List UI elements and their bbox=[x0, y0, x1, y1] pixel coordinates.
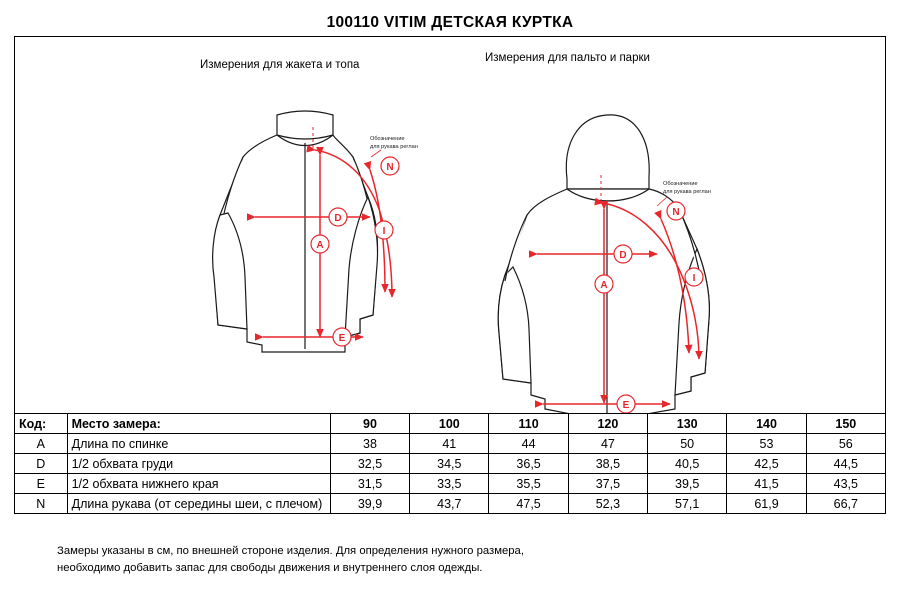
row-value: 31,5 bbox=[330, 474, 409, 494]
footnote bbox=[57, 543, 757, 577]
header-code: Код: bbox=[15, 414, 68, 434]
label-d: D bbox=[334, 213, 342, 224]
row-value: 47 bbox=[568, 434, 647, 454]
label-n: N bbox=[386, 162, 394, 173]
row-value: 35,5 bbox=[489, 474, 568, 494]
row-value: 66,7 bbox=[806, 494, 885, 514]
right-diagram-caption: Измерения для пальто и парки bbox=[485, 52, 650, 64]
left-diagram-caption: Измерения для жакета и топа bbox=[200, 59, 360, 71]
header-size-90: 90 bbox=[330, 414, 409, 434]
row-name: Длина рукава (от середины шеи, с плечом) bbox=[67, 494, 330, 514]
label-d-right: D bbox=[619, 250, 627, 261]
row-value: 53 bbox=[727, 434, 806, 454]
raglan-note-line1: Обозначение bbox=[370, 136, 405, 142]
header-size-120: 120 bbox=[568, 414, 647, 434]
label-e-right: E bbox=[622, 400, 630, 411]
row-code: D bbox=[15, 454, 68, 474]
header-size-100: 100 bbox=[410, 414, 489, 434]
row-value: 47,5 bbox=[489, 494, 568, 514]
row-name: 1/2 обхвата нижнего края bbox=[67, 474, 330, 494]
table-row bbox=[15, 434, 886, 454]
row-value: 36,5 bbox=[489, 454, 568, 474]
row-value: 44,5 bbox=[806, 454, 885, 474]
row-value: 50 bbox=[648, 434, 727, 454]
row-value: 57,1 bbox=[648, 494, 727, 514]
label-e: E bbox=[338, 333, 346, 344]
table-row bbox=[15, 454, 886, 474]
header-size-140: 140 bbox=[727, 414, 806, 434]
measurements-table bbox=[14, 413, 886, 514]
row-value: 44 bbox=[489, 434, 568, 454]
footnote-line-2: необходимо добавить запас для свободы движения и внутреннего слоя одежды. bbox=[57, 562, 483, 574]
header-size-130: 130 bbox=[648, 414, 727, 434]
footnote-line-1: Замеры указаны в см, по внешней стороне изделия. Для определения нужного размера, bbox=[57, 545, 524, 557]
table-row bbox=[15, 474, 886, 494]
row-value: 41,5 bbox=[727, 474, 806, 494]
row-value: 32,5 bbox=[330, 454, 409, 474]
label-a: A bbox=[316, 240, 324, 251]
row-value: 34,5 bbox=[410, 454, 489, 474]
label-n-right: N bbox=[672, 207, 680, 218]
row-value: 38,5 bbox=[568, 454, 647, 474]
row-code: N bbox=[15, 494, 68, 514]
table-row bbox=[15, 494, 886, 514]
left-garment-illustration bbox=[213, 111, 378, 352]
header-size-110: 110 bbox=[489, 414, 568, 434]
table-header-row bbox=[15, 414, 886, 434]
diagram-area bbox=[14, 37, 886, 413]
table-header bbox=[15, 414, 886, 434]
row-value: 41 bbox=[410, 434, 489, 454]
row-value: 43,5 bbox=[806, 474, 885, 494]
row-value: 61,9 bbox=[727, 494, 806, 514]
row-code: A bbox=[15, 434, 68, 454]
row-value: 40,5 bbox=[648, 454, 727, 474]
row-value: 33,5 bbox=[410, 474, 489, 494]
row-code: E bbox=[15, 474, 68, 494]
row-value: 56 bbox=[806, 434, 885, 454]
row-value: 39,5 bbox=[648, 474, 727, 494]
header-measurement-point: Место замера: bbox=[67, 414, 330, 434]
page-title: 100110 VITIM ДЕТСКАЯ КУРТКА bbox=[326, 14, 574, 31]
raglan-note-line2: для рукава реглан bbox=[370, 144, 418, 150]
raglan-note-line2-right: для рукава реглан bbox=[663, 189, 711, 195]
row-value: 52,3 bbox=[568, 494, 647, 514]
row-value: 42,5 bbox=[727, 454, 806, 474]
row-name: Длина по спинке bbox=[67, 434, 330, 454]
row-value: 39,9 bbox=[330, 494, 409, 514]
label-i-right: I bbox=[692, 273, 696, 284]
label-a-right: A bbox=[600, 280, 608, 291]
row-value: 38 bbox=[330, 434, 409, 454]
table-body bbox=[15, 434, 886, 514]
row-value: 37,5 bbox=[568, 474, 647, 494]
header-size-150: 150 bbox=[806, 414, 885, 434]
measurement-diagrams bbox=[15, 37, 887, 413]
label-i: I bbox=[382, 226, 386, 237]
row-value: 43,7 bbox=[410, 494, 489, 514]
row-name: 1/2 обхвата груди bbox=[67, 454, 330, 474]
raglan-note-line1-right: Обозначение bbox=[663, 181, 698, 187]
